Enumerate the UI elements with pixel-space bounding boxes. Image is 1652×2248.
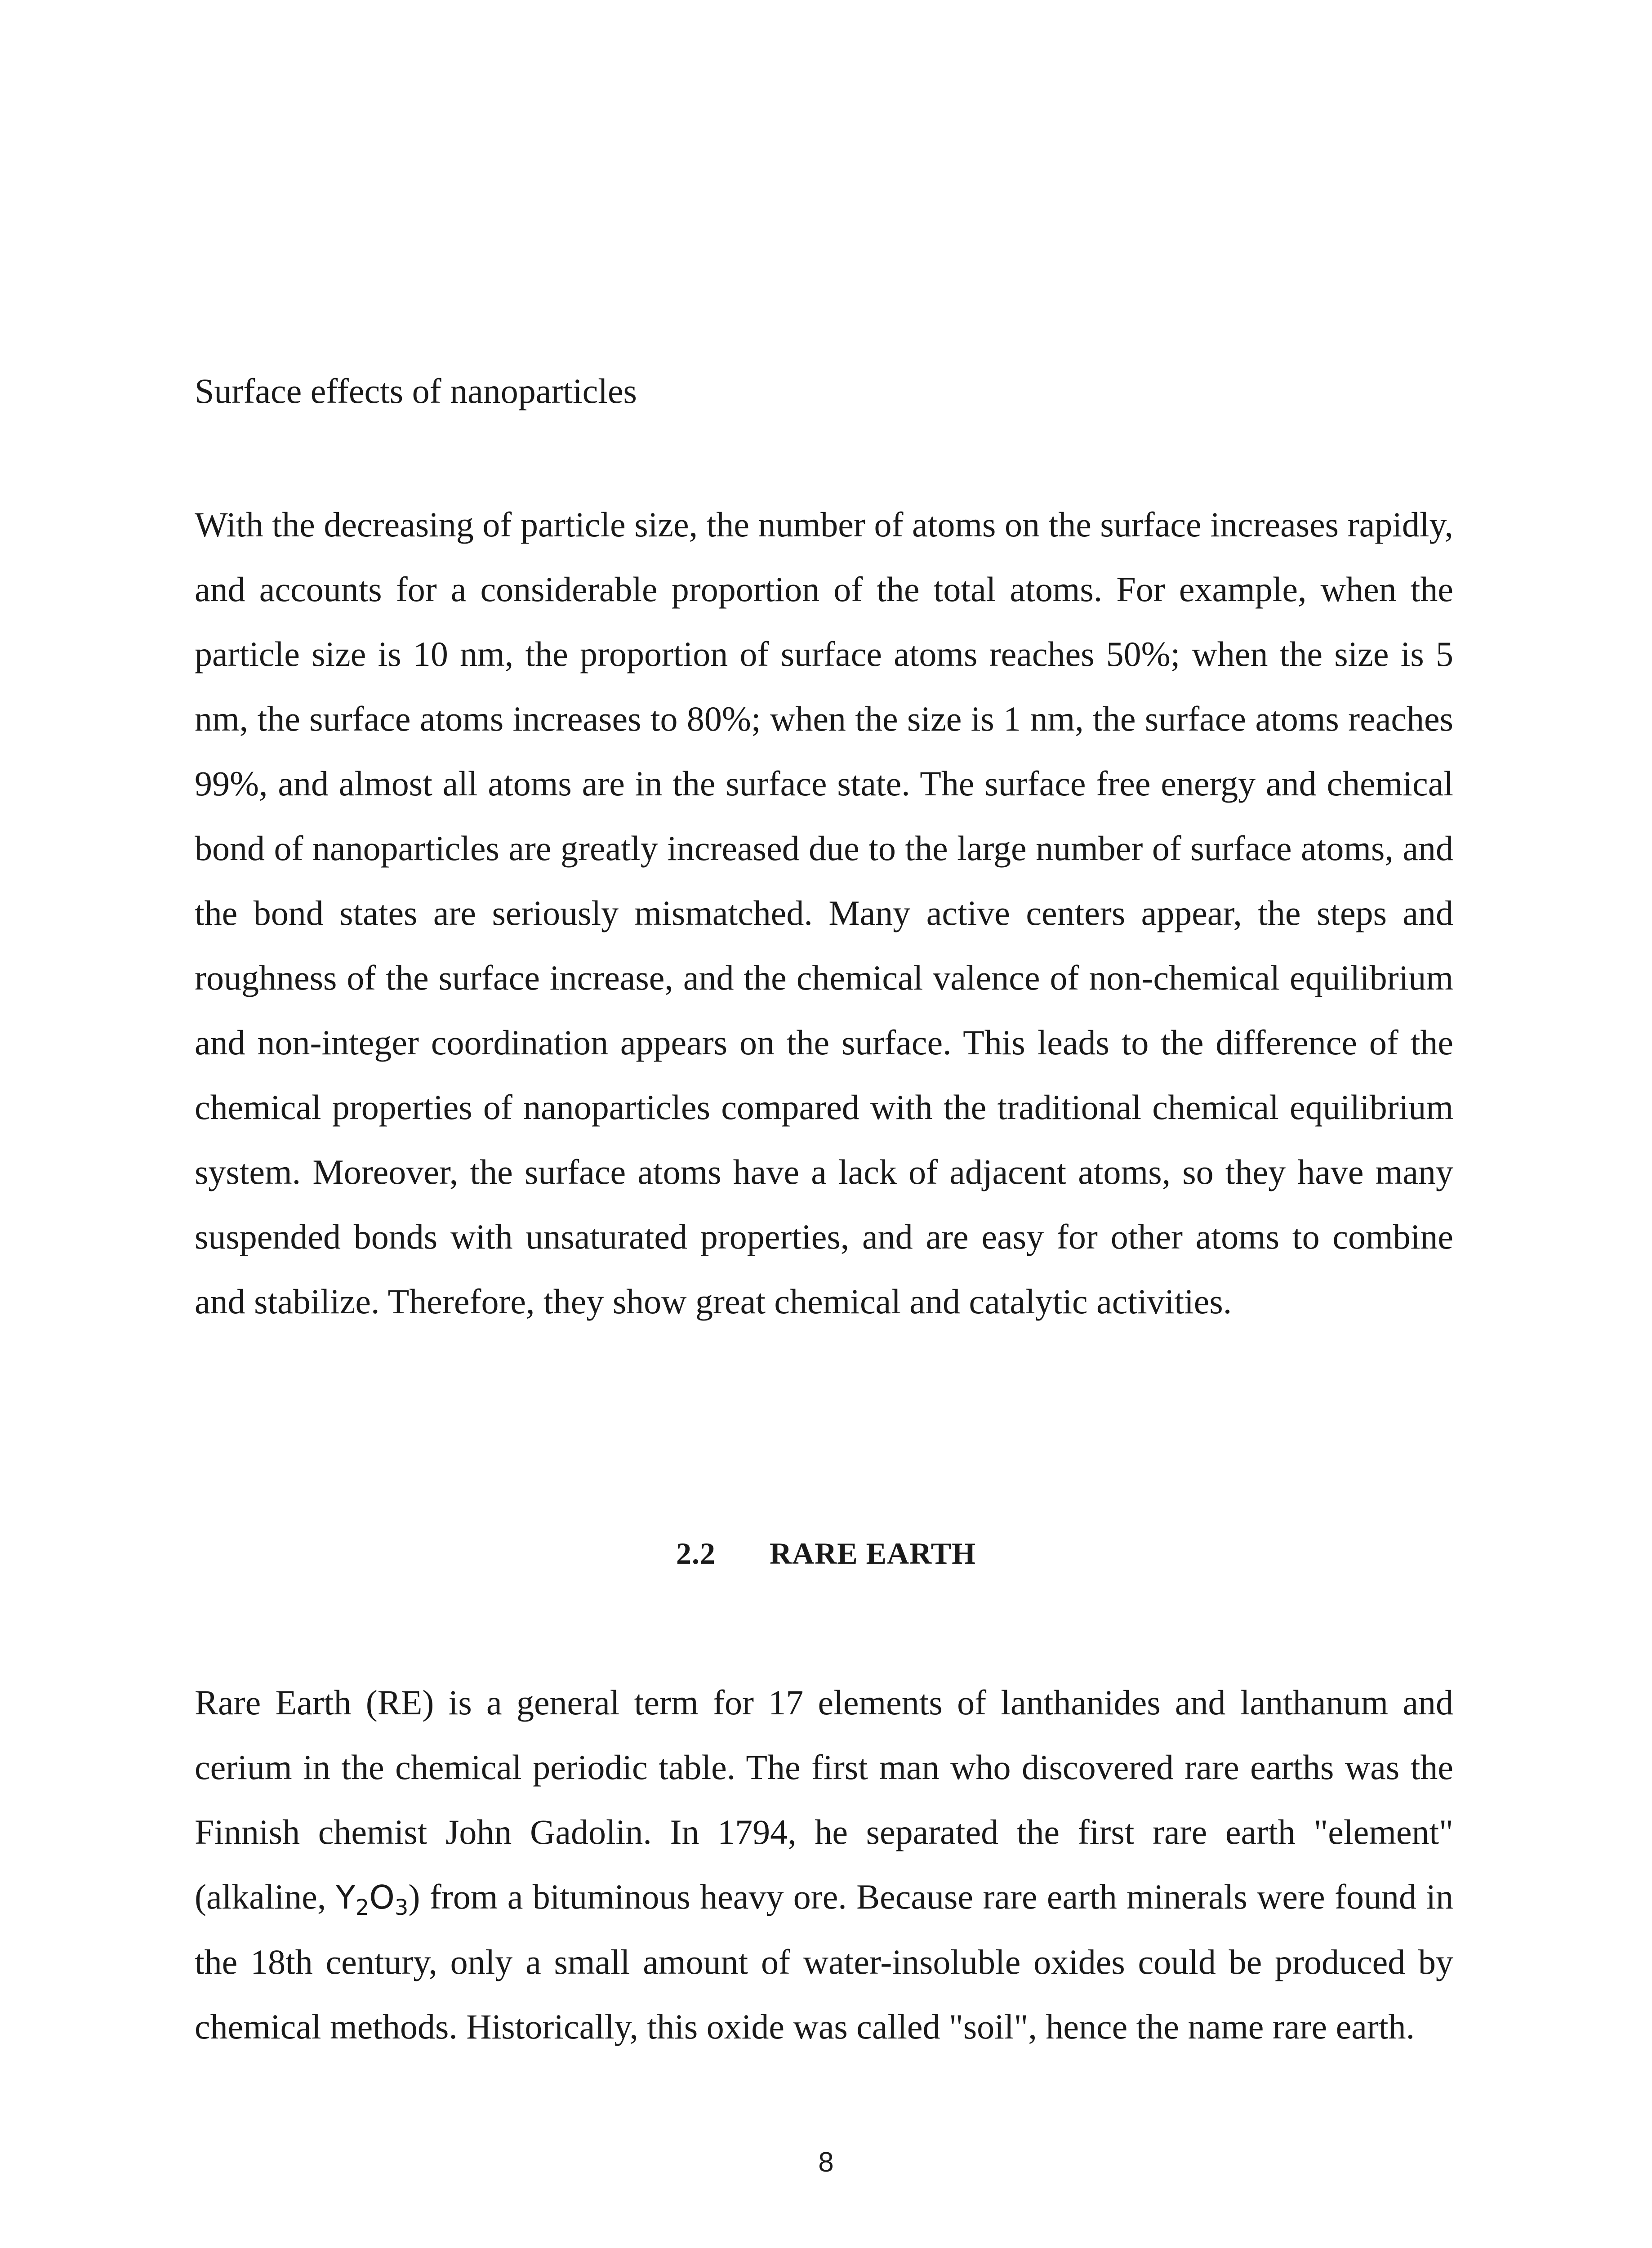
body-paragraph-rare-earth <box>195 1670 1453 2059</box>
subsection-title: Surface effects of nanoparticles <box>195 371 637 410</box>
formula-element-o: O <box>369 1878 395 1916</box>
page-number: 8 <box>818 2147 834 2178</box>
chemical-formula-y2o3 <box>335 1878 409 1920</box>
formula-element-y: Y <box>335 1878 356 1916</box>
section-number: 2.2 <box>676 1536 716 1570</box>
section-heading <box>0 1531 1652 1576</box>
formula-subscript-2: 2 <box>355 1895 370 1920</box>
formula-subscript-3: 3 <box>394 1895 409 1920</box>
paragraph-text-after-formula: ) from a bituminous heavy ore. Because rare earth minerals were found in the 18th century, only a small amount of water-insoluble oxides could be produced by chemical methods. Historically, this oxide was called "soil", hence the name rare earth. <box>195 1877 1453 2046</box>
paragraph-text-before-formula: Rare Earth (RE) is a general term for 17 elements of lanthanides and lanthanum and cerium in the chemical periodic table. The first man who discovered rare earths was the Finnish chemist John Gadolin. In 1794, he separated the first rare earth "element" (alkaline, <box>195 1683 1453 1916</box>
body-paragraph-surface-effects: With the decreasing of particle size, the number of atoms on the surface increases rapidly, and accounts for a considerable proportion of the total atoms. For example, when the particle size is 10 nm, the proportion of surface atoms reaches 50%; when the size is 5 nm, the surface atoms increases to 80%; when the size is 1 nm, the surface atoms reaches 99%, and almost all atoms are in the surface state. The surface free energy and chemical bond of nanoparticles are greatly increased due to the large number of surface atoms, and the bond states are seriously mismatched. Many active centers appear, the steps and roughness of the surface increase, and the chemical valence of non-chemical equilibrium and non-integer coordination appears on the surface. This leads to the difference of the chemical properties of nanoparticles compared with the traditional chemical equilibrium system. Moreover, the surface atoms have a lack of adjacent atoms, so they have many suspended bonds with unsaturated properties, and are easy for other atoms to combine and stabilize. Therefore, they show great chemical and catalytic activities. <box>195 505 1453 1321</box>
section-title: RARE EARTH <box>769 1536 976 1570</box>
